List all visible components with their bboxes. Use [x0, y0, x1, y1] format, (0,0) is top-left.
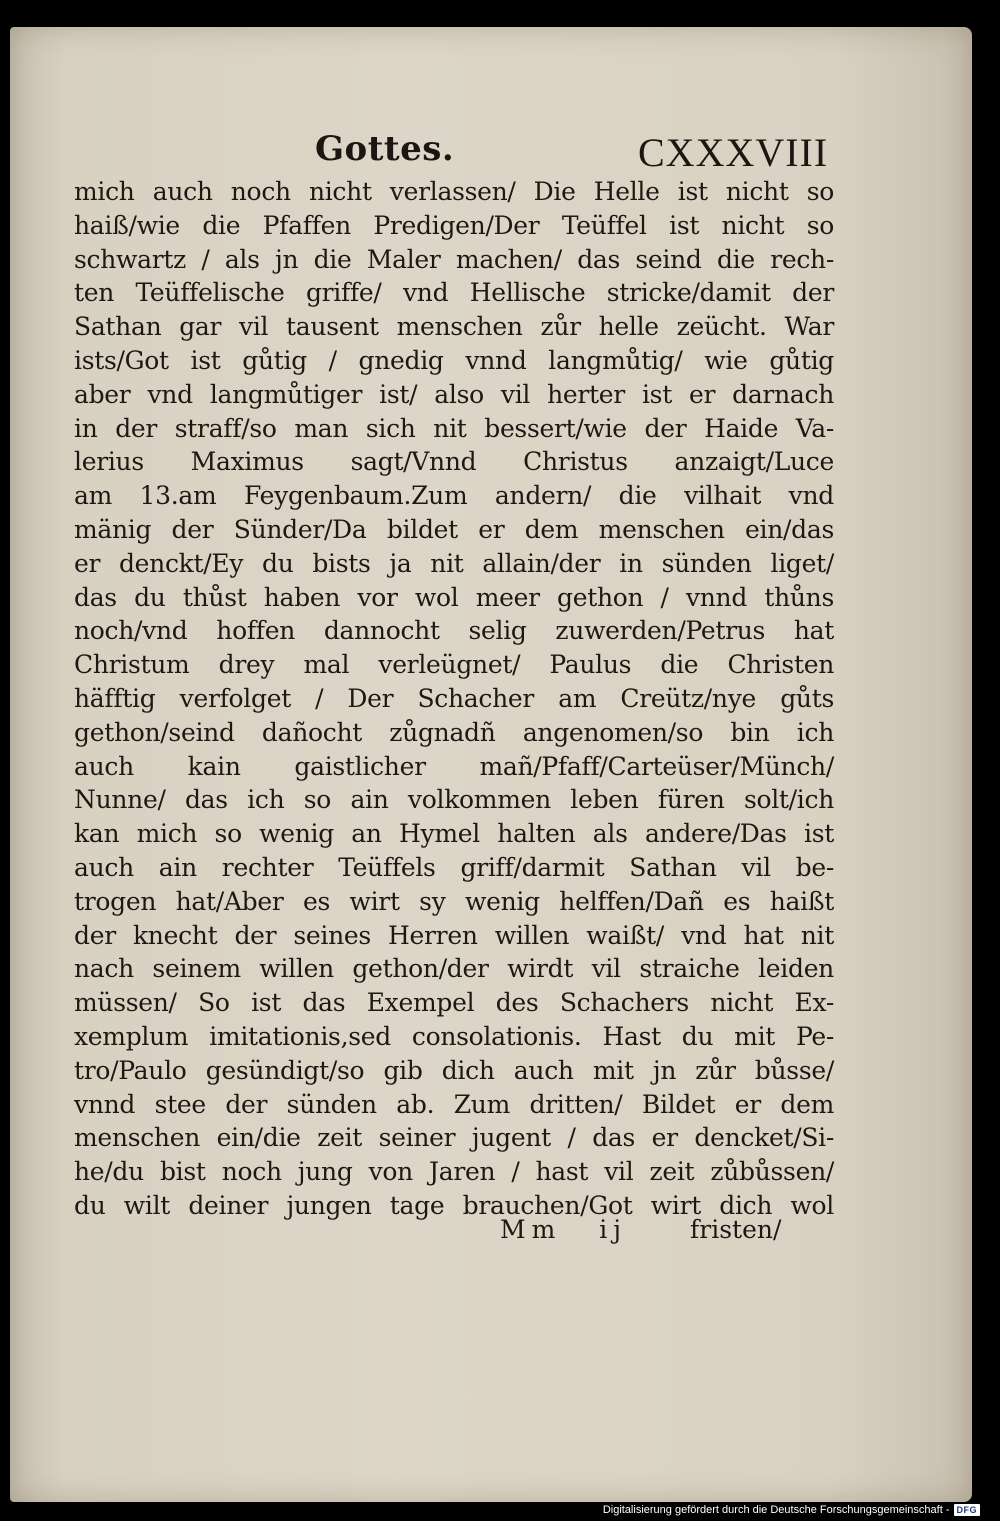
running-head: [10, 129, 972, 177]
text-line: ten Teüffelische griffe/ vnd Hellische stricke/damit der: [74, 278, 834, 308]
dfg-logo-icon: DFG: [954, 1504, 981, 1516]
text-line: am 13.am Feygenbaum.Zum andern/ die vilhait vnd: [74, 481, 834, 511]
text-line: haiß/wie die Pfaffen Predigen/Der Teüffel ist nicht so: [74, 210, 834, 240]
folio-number: CXXXVIII: [638, 130, 829, 175]
text-line: der knecht der seines Herren willen waißt/ vnd hat nit: [74, 920, 834, 950]
text-line: gethon/seind dañocht zůgnadñ angenomen/so bin ich: [74, 717, 834, 747]
text-line: häfftig verfolget / Der Schacher am Creütz/nye gůts: [74, 683, 834, 713]
text-line: xemplum imitationis,sed consolationis. Hast du mit Pe-: [74, 1021, 834, 1051]
text-line: tro/Paulo gesündigt/so gib dich auch mit jn zůr bůsse/: [74, 1055, 834, 1085]
text-line: kan mich so wenig an Hymel halten als andere/Das ist: [74, 819, 834, 849]
text-line: he/du bist noch jung von Jaren / hast vil zeit zůbůssen/: [74, 1157, 834, 1187]
text-line: trogen hat/Aber es wirt sy wenig helffen/Dañ es haißt: [74, 886, 834, 916]
text-line: lerius Maximus sagt/Vnnd Christus anzaigt/Luce: [74, 447, 834, 477]
digitization-credit: [603, 1501, 980, 1519]
credit-text: Digitalisierung gefördert durch die Deutsche Forschungsgemeinschaft -: [602, 1504, 950, 1516]
text-line: mänig der Sünder/Da bildet er dem menschen ein/das: [74, 514, 834, 544]
catchword: fristen/: [690, 1215, 782, 1244]
text-line: mich auch noch nicht verlassen/ Die Helle ist nicht so: [74, 177, 834, 206]
text-line: das du thůst haben vor wol meer gethon / vnnd thůns: [74, 582, 834, 612]
running-head-title: Gottes.: [315, 129, 455, 169]
text-line: Nunne/ das ich so ain volkommen leben füren solt/ich: [74, 785, 834, 815]
text-line: er denckt/Ey du bists ja nit allain/der in sünden liget/: [74, 548, 834, 578]
signature-line: [10, 1215, 972, 1255]
text-line: Sathan gar vil tausent menschen zůr helle zeücht. War: [74, 312, 834, 342]
text-line: müssen/ So ist das Exempel des Schachers nicht Ex-: [74, 988, 834, 1018]
text-line: auch kain gaistlicher mañ/Pfaff/Carteüser/Münch/: [74, 751, 834, 781]
book-page: [10, 27, 972, 1502]
text-line: du wilt deiner jungen tage brauchen/Got wirt dich wol: [74, 1190, 834, 1220]
text-line: auch ain rechter Teüffels griff/darmit Sathan vil be-: [74, 852, 834, 882]
text-line: menschen ein/die zeit seiner jugent / das er dencket/Si-: [74, 1123, 834, 1153]
text-line: in der straff/so man sich nit bessert/wie der Haide Va-: [74, 413, 834, 443]
text-line: schwartz / als jn die Maler machen/ das seind die rech-: [74, 244, 834, 274]
text-line: nach seinem willen gethon/der wirdt vil straiche leiden: [74, 954, 834, 984]
signature-mark: Mm ij: [500, 1215, 627, 1244]
text-block: [74, 175, 834, 1223]
text-line: aber vnd langmůtiger ist/ also vil herter ist er darnach: [74, 379, 834, 409]
text-line: noch/vnd hoffen dannocht selig zuwerden/Petrus hat: [74, 616, 834, 646]
text-line: Christum drey mal verleügnet/ Paulus die Christen: [74, 650, 834, 680]
text-line: ists/Got ist gůtig / gnedig vnnd langmůtig/ wie gůtig: [74, 345, 834, 375]
text-line: vnnd stee der sünden ab. Zum dritten/ Bildet er dem: [74, 1089, 834, 1119]
